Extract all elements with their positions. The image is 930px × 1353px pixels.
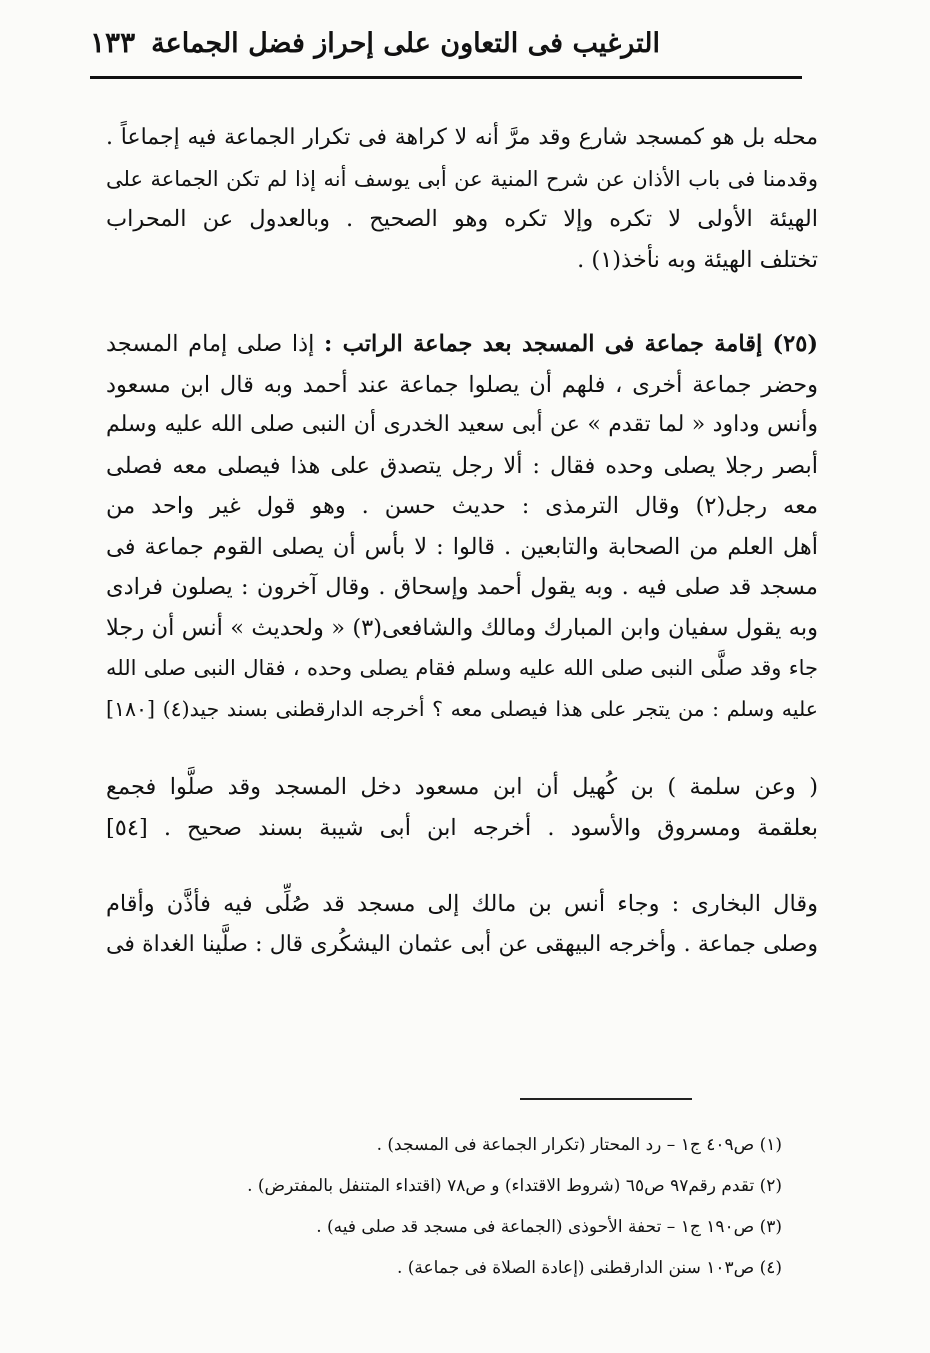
running-header — [90, 18, 840, 70]
text-line: وقال البخارى : وجاء أنس بن مالك إلى مسجد قد صُلِّى فيه فأذَّن وأقام — [106, 891, 818, 917]
text-line: أبصر رجلا يصلى وحده فقال : ألا رجل يتصدق على هذا فيصلى معه فصلى — [106, 452, 818, 479]
page-number: ١٣٣ — [90, 26, 136, 59]
main-text — [106, 118, 818, 965]
text-line: وبه يقول سفيان وابن المبارك ومالك والشافعى(٣) « ولحديث » أنس أن رجلا — [106, 614, 818, 641]
footnote-divider — [520, 1098, 692, 1100]
text-line: وقدمنا فى باب الأذان عن شرح المنية عن أبى يوسف أنه إذا لم تكن الجماعة على — [106, 166, 818, 191]
text-line: أهل العلم من الصحابة والتابعين . قالوا : لا بأس أن يصلى القوم جماعة فى — [106, 533, 818, 560]
section-heading: (٢٥) إقامة جماعة فى المسجد بعد جماعة الراتب : — [324, 331, 818, 357]
paragraph-2 — [106, 324, 818, 729]
text-line: عليه وسلم : من يتجر على هذا فيصلى معه ؟ أخرجه الدارقطنى بسند جيد(٤) [١٨٠] — [106, 696, 818, 721]
footnote-3: (٣) ص١٩٠ ج١ – تحفة الأحوذى (الجماعة فى مسجد قد صلى فيه) . — [316, 1217, 782, 1237]
text-line: وصلى جماعة . وأخرجه البيهقى عن أبى عثمان اليشكُرى قال : صلَّينا الغداة فى — [106, 931, 818, 957]
footnote-2: (٢) تقدم رقم٩٧ ص٦٥ (شروط الاقتداء) و ص٧٨ (اقتداء المتنفل بالمفترض) . — [247, 1176, 782, 1196]
header-title: الترغيب فى التعاون على إحراز فضل الجماعة — [151, 28, 660, 59]
text-line: جاء وقد صلَّى النبى صلى الله عليه وسلم فقام يصلى وحده ، فقال النبى صلى الله — [106, 656, 818, 680]
text-line: الهيئة الأولى لا تكره وإلا تكره وهو الصحيح . وبالعدول عن المحراب — [106, 206, 818, 232]
text-line: معه رجل(٢) وقال الترمذى : حديث حسن . وهو قول غير واحد من — [106, 493, 818, 519]
text-line: ( وعن سلمة ) بن كُهيل أن ابن مسعود دخل المسجد وقد صلَّوا فجمع — [106, 774, 818, 800]
footnote-4: (٤) ص١٠٣ سنن الدارقطنى (إعادة الصلاة فى جماعة) . — [396, 1258, 782, 1278]
text-fragment: إذا صلى إمام المسجد — [106, 331, 315, 357]
text-line: وأنس وداود « لما تقدم » عن أبى سعيد الخدرى أن النبى صلى الله عليه وسلم — [106, 412, 818, 437]
text-line: مسجد قد صلى فيه . وبه يقول أحمد وإسحاق . وقال آخرون : يصلون فرادى — [106, 574, 818, 600]
text-line: وحضر جماعة أخرى ، فلهم أن يصلوا جماعة عند أحمد وبه قال ابن مسعود — [106, 371, 818, 398]
text-line: بعلقمة ومسروق والأسود . أخرجه ابن أبى شيبة بسند صحيح . [٥٤] — [106, 814, 818, 841]
text-line: تختلف الهيئة وبه نأخذ(١) . — [577, 246, 818, 273]
text-line: محله بل هو كمسجد شارع وقد مرَّ أنه لا كراهة فى تكرار الجماعة فيه إجماعاً . — [106, 125, 818, 150]
footnote-1: (١) ص٤٠٩ ج١ – رد المحتار (تكرار الجماعة فى المسجد) . — [376, 1135, 782, 1155]
text-line — [106, 324, 818, 365]
header-divider — [90, 76, 802, 79]
paragraph-4 — [106, 884, 818, 965]
footnotes — [92, 1135, 782, 1299]
paragraph-3 — [106, 767, 818, 848]
paragraph-1 — [106, 118, 818, 280]
